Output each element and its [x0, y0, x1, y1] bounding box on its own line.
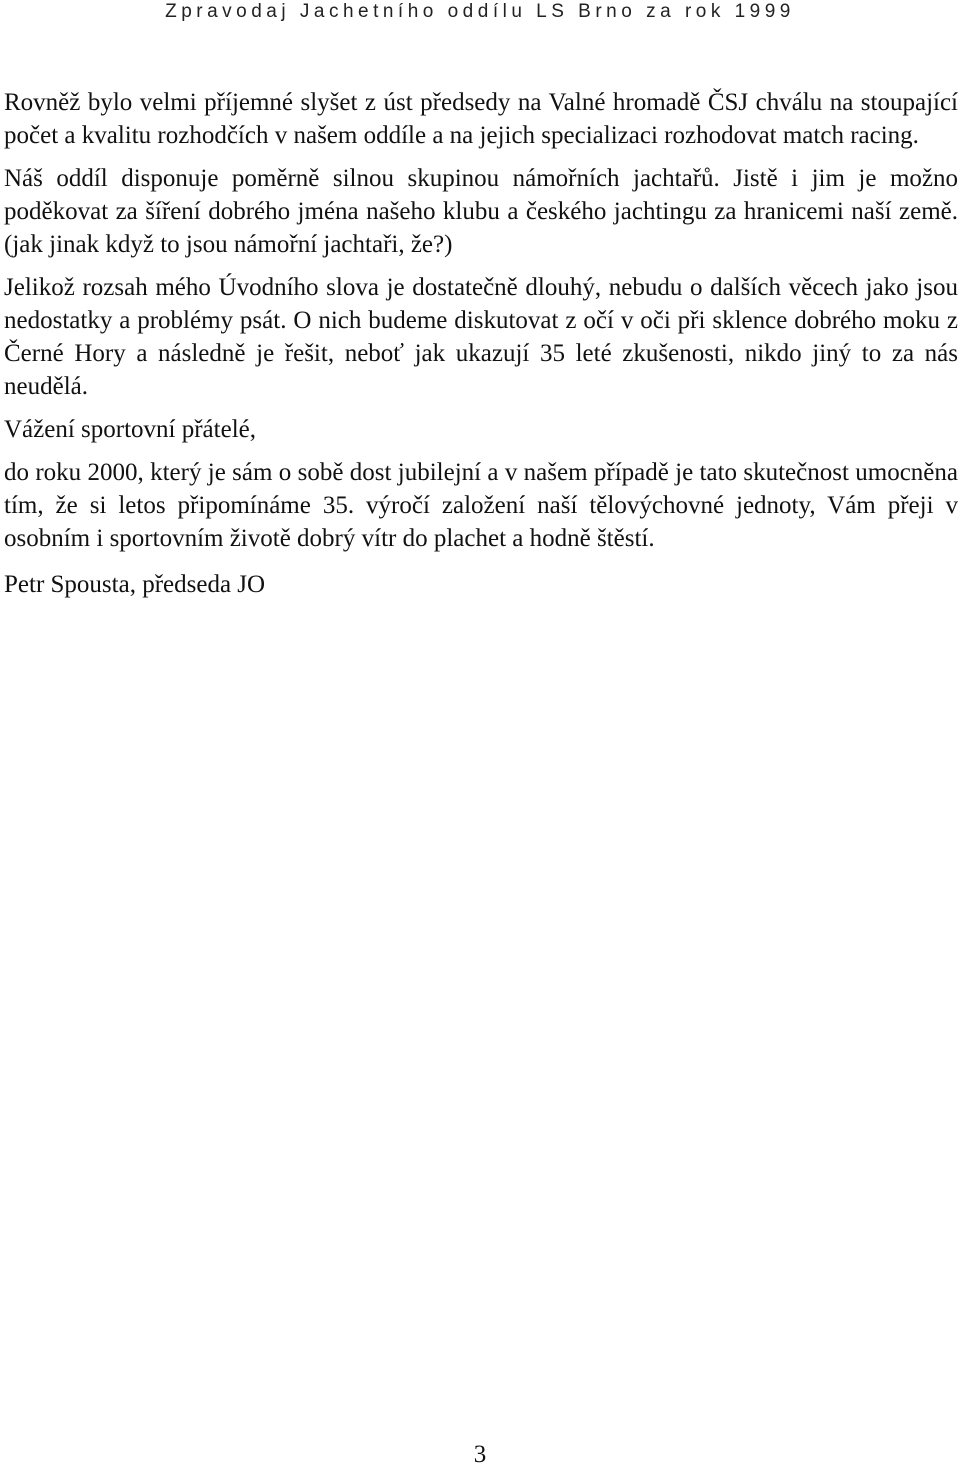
paragraph-wishes: do roku 2000, který je sám o sobě dost jubilejní a v našem případě je tato skutečnost umocněna tím, že si letos připomínáme 35. výročí založení naší tělovýchovné jednoty, Vám přeji v osobním i sportovním životě dobrý vítr do plachet a hodně štěstí. [4, 459, 958, 552]
salutation: Vážení sportovní přátelé, [4, 416, 256, 443]
page-number: 3 [473, 1441, 487, 1468]
paragraph-sea-sailors: Náš oddíl disponuje poměrně silnou skupinou námořních jachtařů. Jistě i jim je možno poděkovat za šíření dobrého jména našeho klubu a českého jachtingu za hranicemi naší země. (jak jinak když to jsou námořní jachtaři, že?) [4, 165, 958, 258]
document-body [4, 86, 958, 611]
running-header: Zpravodaj Jachetního oddílu LS Brno za rok 1999 [165, 1, 795, 22]
paragraph-referees: Rovněž bylo velmi příjemné slyšet z úst předsedy na Valné hromadě ČSJ chválu na stoupající počet a kvalitu rozhodčích v našem oddíle a na jejich specializaci rozhodovat match racing. [4, 89, 958, 149]
paragraph-problems: Jelikož rozsah mého Úvodního slova je dostatečně dlouhý, nebudu o dalších věcech jako jsou nedostatky a problémy psát. O nich budeme diskutovat z očí v oči při sklence dobrého moku z Černé Hory a následně je řešit, neboť jak ukazují 35 leté zkušenosti, nikdo jiný to za nás neudělá. [4, 274, 958, 400]
signature: Petr Spousta, předseda JO [4, 571, 266, 598]
